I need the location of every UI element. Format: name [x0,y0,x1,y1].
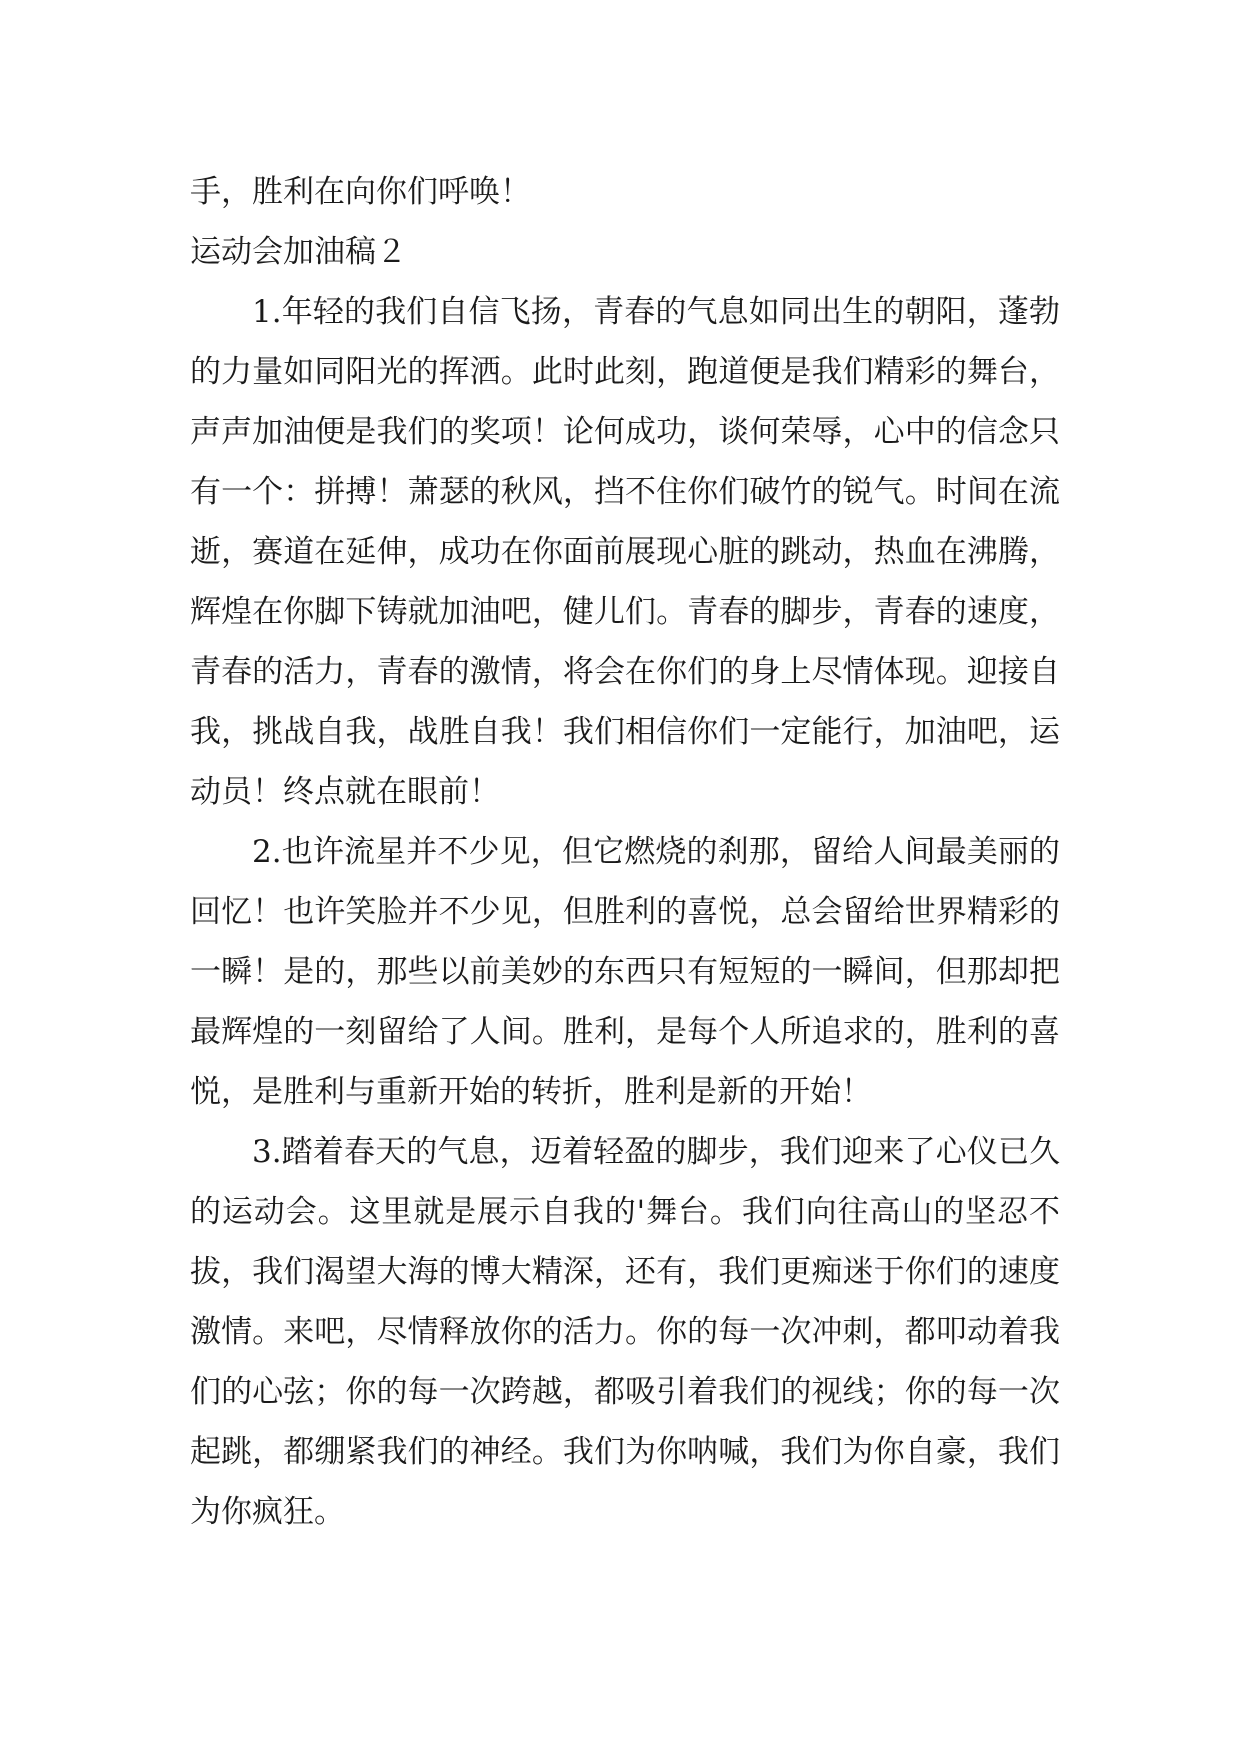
document-body [190,162,1060,1542]
section-heading: 运动会加油稿２ [190,234,407,270]
paragraph-2: 2.也许流星并不少见，但它燃烧的刹那，留给人间最美丽的回忆！也许笑脸并不少见，但胜利的喜悦，总会留给世界精彩的一瞬！是的，那些以前美妙的东西只有短短的一瞬间，但那却把最辉煌的一刻留给了人间。胜利，是每个人所追求的，胜利的喜悦，是胜利与重新开始的转折，胜利是新的开始！ [190,834,1060,1110]
continuation-line: 手，胜利在向你们呼唤！ [190,174,531,210]
paragraph-3: 3.踏着春天的气息，迈着轻盈的脚步，我们迎来了心仪已久的运动会。这里就是展示自我的'舞台。我们向往高山的坚忍不拔，我们渴望大海的博大精深，还有，我们更痴迷于你们的速度激情。来吧，尽情释放你的活力。你的每一次冲刺，都叩动着我们的心弦；你的每一次跨越，都吸引着我们的视线；你的每一次起跳，都绷紧我们的神经。我们为你呐喊，我们为你自豪，我们为你疯狂。 [190,1134,1060,1530]
paragraph-1: 1.年轻的我们自信飞扬，青春的气息如同出生的朝阳，蓬勃的力量如同阳光的挥洒。此时此刻，跑道便是我们精彩的舞台，声声加油便是我们的奖项！论何成功，谈何荣辱，心中的信念只有一个：拼搏！萧瑟的秋风，挡不住你们破竹的锐气。时间在流逝，赛道在延伸，成功在你面前展现心脏的跳动，热血在沸腾，辉煌在你脚下铸就加油吧，健儿们。青春的脚步，青春的速度，青春的活力，青春的激情，将会在你们的身上尽情体现。迎接自我，挑战自我，战胜自我！我们相信你们一定能行，加油吧，运动员！终点就在眼前！ [190,294,1060,810]
